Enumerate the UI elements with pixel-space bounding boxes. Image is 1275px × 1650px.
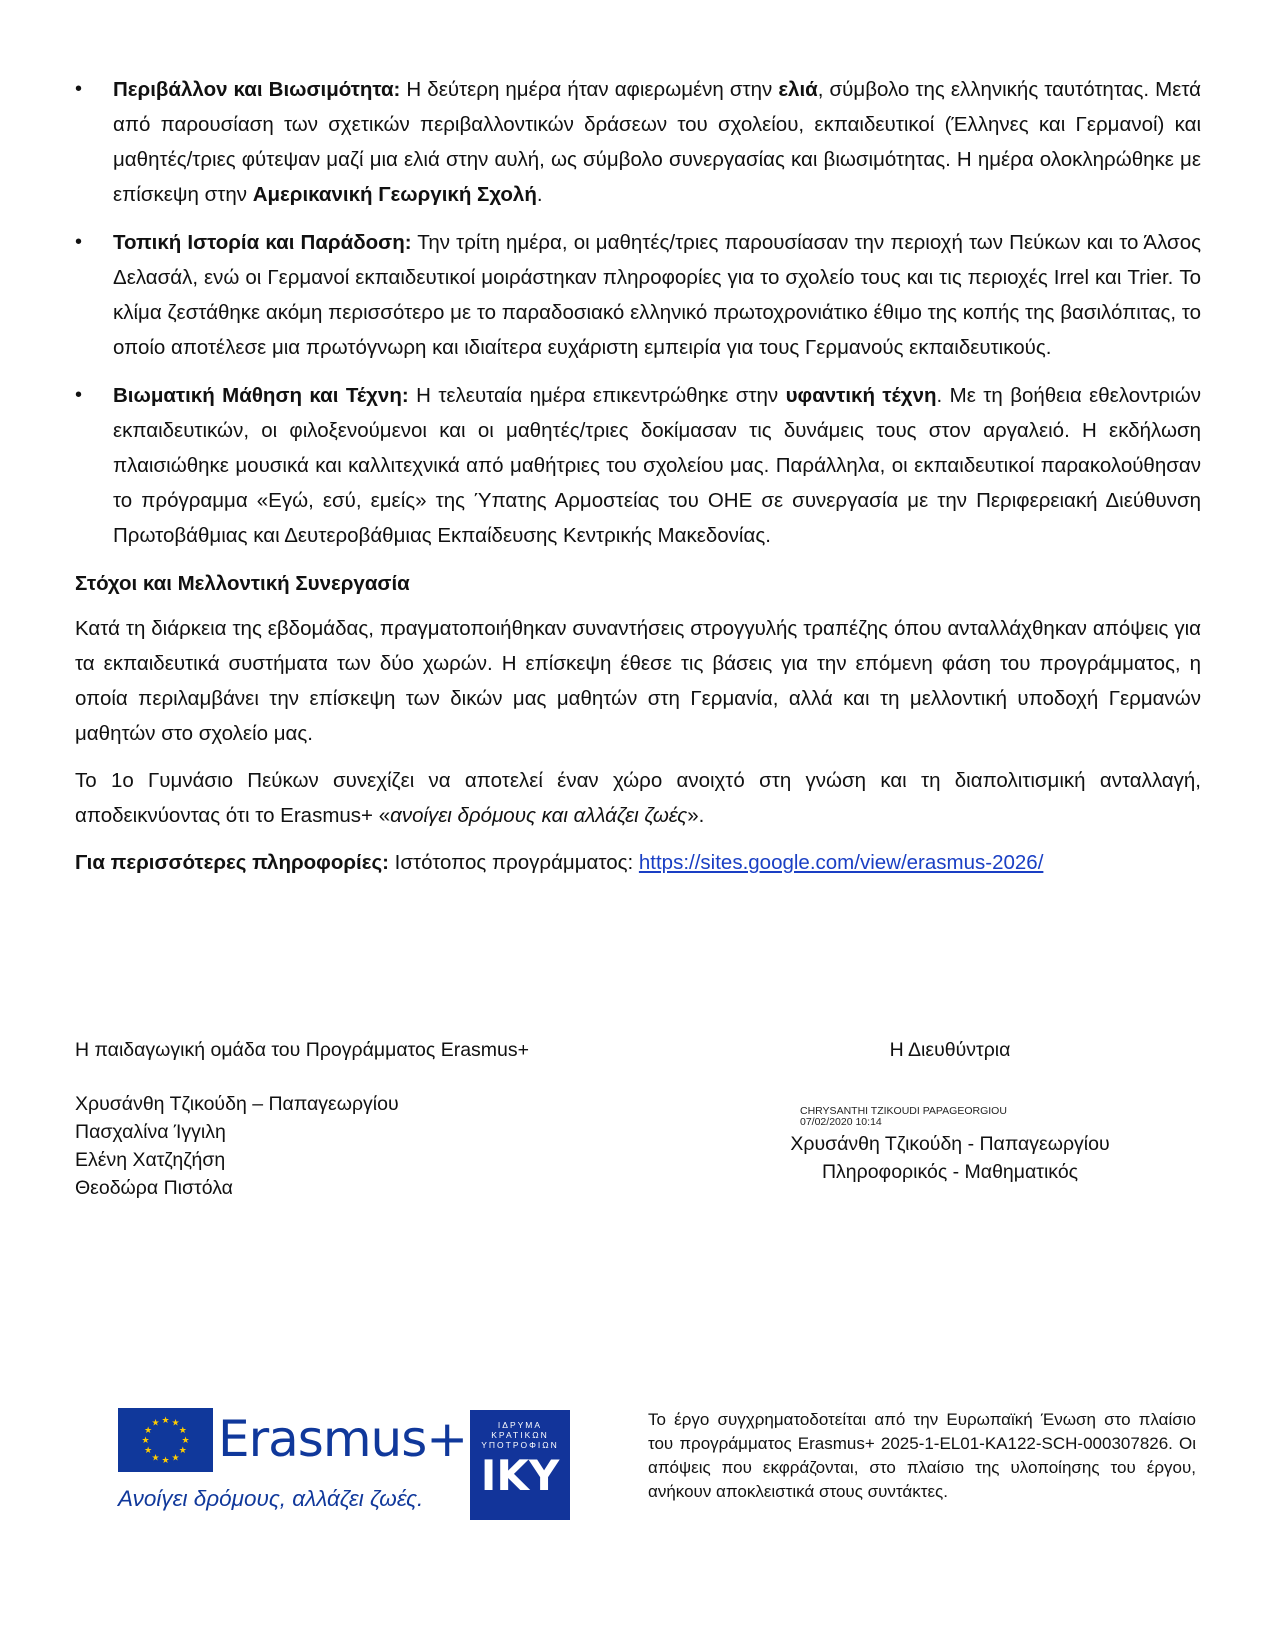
eu-star-icon: ★ (151, 1452, 160, 1463)
bullet-item (75, 225, 1201, 365)
team-member: Θεοδώρα Πιστόλα (75, 1177, 233, 1199)
erasmus-logo (118, 1408, 468, 1518)
team-title: Η παιδαγωγική ομάδα του Προγράμματος Erasmus+ (75, 1039, 530, 1061)
bullet-title: Βιωματική Μάθηση και Τέχνη: (113, 384, 409, 407)
eu-star-icon: ★ (161, 1415, 170, 1425)
director-role: Η Διευθύντρια (889, 1039, 1011, 1061)
eu-star-icon: ★ (144, 1425, 153, 1435)
bullet-list (75, 72, 1201, 553)
bullet-text: Η δεύτερη ημέρα ήταν αφιερωμένη στην (400, 78, 779, 101)
bullet-text: Την τρίτη ημέρα, οι μαθητές/τριες παρουσίασαν την περιοχή των Πεύκων και το Άλσος Δελασάλ, ενώ οι Γερμανοί εκπαιδευτικοί μοιράστηκαν πληροφορίες για το σχολείο τους και τις περιοχές Irrel και Trier. Το κλίμα ζεστάθηκε ακόμη περισσότερο με το παραδοσιακό ελληνικό πρωτοχρονιάτικο έθιμο της κοπής της βασιλόπιτας, το οποίο αποτέλεσε μια πρωτόγνωρη και ιδιαίτερα ευχάριστη εμπειρία για τους Γερμανούς εκπαιδευτικούς. (113, 231, 1201, 359)
more-info-text: Ιστότοπος προγράμματος: (388, 851, 639, 874)
erasmus-tagline: Ανοίγει δρόμους, αλλάζει ζωές. (118, 1486, 424, 1511)
bullet-text: . Με τη βοήθεια εθελοντριών εκπαιδευτικών, οι φιλοξενούμενοι και οι μαθητές/τριες δοκίμασαν τις δυνάμεις τους στον αργαλειό. Η εκδήλωση πλαισιώθηκε μουσικά και καλλιτεχνικά από μαθήτριες του σχολείου μας. Παράλληλα, οι εκπαιδευτικοί παρακολούθησαν το πρόγραμμα «Εγώ, εσύ, εμείς» της Ύπατης Αρμοστείας του ΟΗΕ σε συνεργασία με την Περιφερειακή Διεύθυνση Πρωτοβάθμιας και Δευτεροβάθμιας Εκπαίδευσης Κεντρικής Μακεδονίας. (113, 384, 1201, 547)
eu-star-icon: ★ (178, 1445, 187, 1455)
bullet-title: Τοπική Ιστορία και Παράδοση: (113, 231, 412, 254)
footer (0, 1408, 1275, 1538)
eu-star-icon: ★ (181, 1435, 190, 1445)
paragraph-text: Το 1ο Γυμνάσιο Πεύκων συνεχίζει να αποτελεί έναν χώρο ανοιχτό στη γνώση και τη διαπολιτισμική ανταλλαγή, αποδεικνύοντας ότι το Erasmus+ « (75, 769, 1201, 827)
eu-star-icon: ★ (151, 1417, 160, 1428)
digital-signature-name: CHRYSANTHI TZIKOUDI PAPAGEORGIOU (800, 1105, 1007, 1117)
eu-star-icon: ★ (171, 1452, 180, 1463)
bullet-text: Η τελευταία ημέρα επικεντρώθηκε στην (408, 384, 786, 407)
paragraph: Κατά τη διάρκεια της εβδομάδας, πραγματοποιήθηκαν συναντήσεις στρογγυλής τραπέζης όπου ανταλλάχθηκαν απόψεις για τα εκπαιδευτικά συστήματα των δύο χωρών. Η επίσκεψη έθεσε τις βάσεις για την επόμενη φάση του προγράμματος, η οποία περιλαμβάνει την επίσκεψη των δικών μας μαθητών στη Γερμανία, αλλά και τη μελλοντική υποδοχή Γερμανών μαθητών στο σχολείο μας. (75, 617, 1201, 745)
eu-star-icon: ★ (178, 1425, 187, 1435)
eu-star-icon: ★ (171, 1417, 180, 1428)
erasmus-wordmark: Erasmus+ (218, 1410, 468, 1468)
more-info (75, 845, 1201, 880)
bullet-text: , σύμβολο της ελληνικής ταυτότητας. Μετά από παρουσίαση των σχετικών περιβαλλοντικών δράσεων του σχολείου, εκπαιδευτικοί (Έλληνες και Γερμανοί) και μαθητές/τριες φύτεψαν μαζί μια ελιά στην αυλή, ως σύμβολο συνεργασίας και βιωσιμότητας. Η ημέρα ολοκληρώθηκε με επίσκεψη στην (113, 78, 1202, 206)
iky-line: ΙΔΡΥΜΑ (497, 1420, 543, 1430)
bullet-bold: Αμερικανική Γεωργική Σχολή (252, 183, 537, 206)
iky-logo (470, 1410, 570, 1520)
document-body (75, 72, 1201, 892)
more-info-label: Για περισσότερες πληροφορίες: (75, 851, 389, 874)
director-signature (740, 1036, 1160, 1186)
bullet-bold: υφαντική τέχνη (785, 384, 937, 407)
digital-signature-date: 07/02/2020 10:14 (800, 1116, 882, 1128)
eu-star-icon: ★ (141, 1435, 150, 1445)
team-member: Χρυσάνθη Τζικούδη – Παπαγεωργίου (75, 1093, 399, 1115)
iky-small-text (470, 1410, 570, 1450)
bullet-text: . (536, 183, 543, 206)
team-names (75, 1090, 529, 1202)
bullet-item (75, 72, 1201, 212)
eu-flag-icon (118, 1408, 213, 1472)
bullet-icon: • (75, 231, 83, 253)
bullet-icon: • (75, 78, 83, 100)
website-link[interactable]: https://sites.google.com/view/erasmus-2026/ (638, 851, 1044, 874)
eu-star-icon: ★ (144, 1445, 153, 1455)
director-title: Πληροφορικός - Μαθηματικός (821, 1161, 1079, 1183)
team-member: Πασχαλίνα Ίγγιλη (75, 1121, 226, 1143)
bullet-item (75, 378, 1201, 553)
digital-signature-stamp (800, 1106, 1160, 1128)
eu-star-icon: ★ (161, 1455, 170, 1465)
section-heading: Στόχοι και Μελλοντική Συνεργασία (75, 572, 410, 595)
team-signature (75, 1036, 529, 1202)
iky-wordmark: IKY (480, 1451, 560, 1500)
funding-notice: Το έργο συγχρηματοδοτείται από την Ευρωπαϊκή Ένωση στο πλαίσιο του προγράμματος Erasmus+ 2025-1-EL01-KA122-SCH-000307826. Οι απόψεις που εκφράζονται, στο πλαίσιο της υλοποίησης του έργου, ανήκουν αποκλειστικά στους συντάκτες. (648, 1410, 1196, 1501)
paragraph (75, 763, 1201, 833)
bullet-title: Περιβάλλον και Βιωσιμότητα: (113, 78, 401, 101)
paragraph-italic: ανοίγει δρόμους και αλλάζει ζωές (390, 804, 688, 827)
bullet-bold: ελιά (778, 78, 818, 101)
paragraph-text: ». (687, 804, 705, 827)
iky-line: ΚΡΑΤΙΚΩΝ (491, 1430, 549, 1440)
director-name: Χρυσάνθη Τζικούδη - Παπαγεωργίου (790, 1133, 1110, 1155)
team-member: Ελένη Χατζηζήση (75, 1149, 226, 1171)
bullet-icon: • (75, 384, 83, 406)
iky-line: ΥΠΟΤΡΟΦΙΩΝ (481, 1440, 559, 1450)
